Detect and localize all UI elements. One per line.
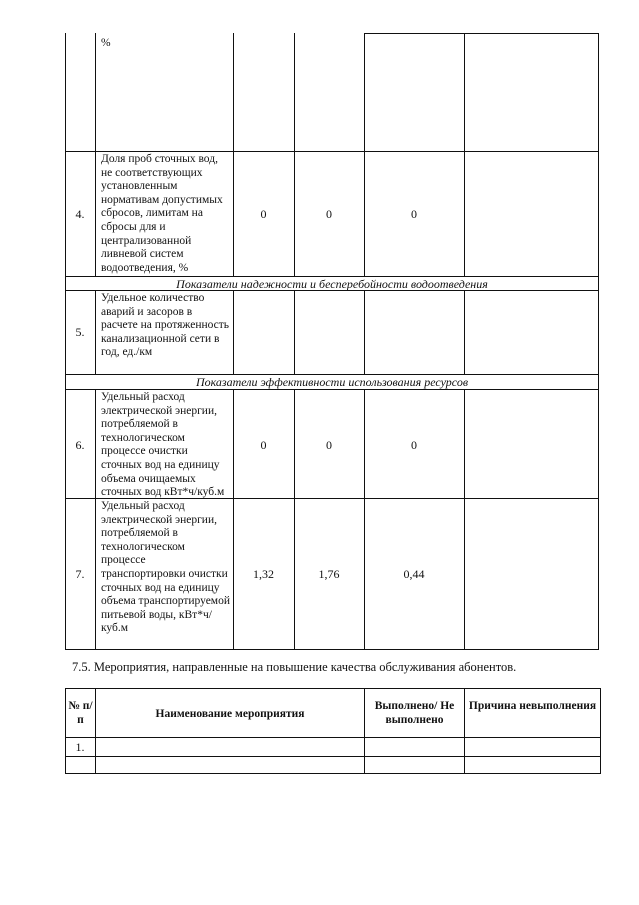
table-border — [364, 33, 365, 277]
table-cell-number: 5. — [75, 325, 85, 339]
table-border — [294, 290, 295, 374]
table-cell-value: 0 — [260, 438, 267, 452]
table-cell-value: 0 — [326, 438, 332, 452]
header-status: Выполнено/ Не выполнено — [374, 700, 455, 726]
table-border — [65, 151, 599, 152]
table-cell-number: 4. — [75, 207, 85, 221]
table-cell-indicator: Удельный расход электрической энергии, потребляемой в технологическом процессе очистки сточных вод на единицу объема очищаемых сточных вод кВт*ч/куб.м — [101, 391, 225, 499]
table-border — [95, 33, 96, 277]
table-cell-value: 0 — [326, 207, 332, 221]
table-border — [233, 290, 234, 374]
table-border — [65, 756, 601, 757]
table-border — [600, 688, 601, 774]
table-border — [464, 290, 465, 374]
table-border — [65, 737, 601, 738]
table-border — [364, 33, 599, 34]
table-border — [65, 688, 601, 689]
table-cell-indicator: % — [101, 37, 111, 49]
table-cell-value: 1,32 — [253, 567, 274, 581]
table-border — [364, 290, 365, 374]
section-heading: 7.5. Мероприятия, направленные на повышение качества обслуживания абонентов. — [72, 660, 517, 674]
table-cell-indicator: Удельный расход электрической энергии, потребляемой в технологическом процессе транспортировки очистки сточных вод на единицу объема транспортируемой питьевой воды, кВт*ч/куб.м — [101, 500, 230, 635]
table-border — [294, 389, 295, 650]
table-cell-value: 0 — [411, 207, 417, 221]
table-border — [598, 33, 599, 650]
table-cell-indicator: Доля проб сточных вод, не соответствующих установленным нормативам допустимых сбросов, лимитам на сбросы для и централизованной ливневой систем водоотведения, % — [101, 153, 223, 274]
table-cell-value: 0 — [260, 207, 267, 221]
section-title-reliability: Показатели надежности и бесперебойности водоотведения — [176, 277, 488, 291]
table-cell-number: 7. — [75, 567, 85, 581]
table-border — [233, 33, 234, 277]
table-cell-indicator: Удельное количество аварий и засоров в расчете на протяженность канализационной сети в год, ед./км — [101, 292, 230, 359]
table-border — [95, 290, 96, 374]
table-border — [65, 773, 601, 774]
table-border — [65, 649, 599, 650]
table-cell-value: 0,44 — [403, 567, 425, 581]
table-cell-number: 6. — [75, 438, 85, 452]
table-cell-value: 1,76 — [318, 567, 340, 581]
table-border — [65, 33, 66, 650]
table-border — [95, 688, 96, 774]
table-border — [364, 389, 365, 650]
table-border — [233, 389, 234, 650]
table-cell-value: 0 — [411, 438, 417, 452]
section-title-efficiency: Показатели эффективности использования ресурсов — [195, 375, 469, 389]
table-border — [464, 33, 465, 277]
header-activity-name: Наименование мероприятия — [155, 708, 305, 720]
table-border — [95, 389, 96, 650]
header-number: № п/п — [68, 700, 93, 726]
table-border — [464, 389, 465, 650]
header-reason: Причина невыполнения — [468, 700, 597, 712]
table-border — [294, 33, 295, 277]
table-cell-number: 1. — [75, 740, 85, 754]
